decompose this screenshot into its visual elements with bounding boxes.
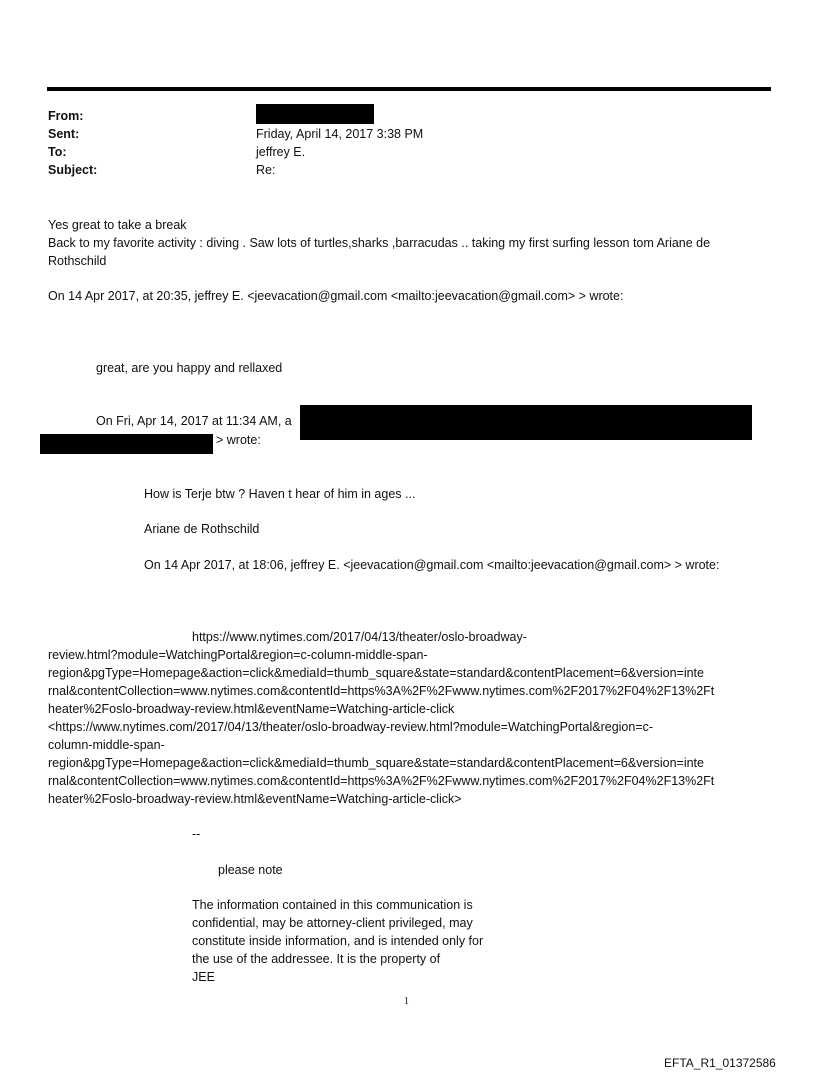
sent-label: Sent:: [48, 127, 80, 141]
header-rule: [47, 87, 771, 91]
subject-value: Re:: [256, 163, 276, 177]
url-link-first-line[interactable]: https://www.nytimes.com/2017/04/13/theater/oslo-broadway-: [192, 630, 527, 644]
url-link-body[interactable]: review.html?module=WatchingPortal&region=c-column-middle-span- region&pgType=Homepage&action=click&mediaId=thumb_square&state=standard&contentPlacement=6&version=inte rnal&contentCollection=www.nytimes.com&contentId=https%3A%2F%2Fwww.nytimes.com%2F2017%2F04%2F13%2Ft heater%2Foslo-broadway-review.html&eventName=Watching-article-click <https://www.nytimes.com/2017/04/13/theater/oslo-broadway-review.html?module=WatchingPortal&region=c- column-middle-span- region&pgType=Homepage&action=click&mediaId=thumb_square&state=standard&contentPlacement=6&version=inte rnal&contentCollection=www.nytimes.com&contentId=https%3A%2F%2Fwww.nytimes.com%2F2017%2F04%2F13%2Ft heater%2Foslo-broadway-review.html&eventName=Watching-article-click>: [48, 648, 715, 806]
page-number: 1: [404, 996, 409, 1007]
quote3-header: On 14 Apr 2017, at 18:06, jeffrey E. <jeevacation@gmail.com <mailto:jeevacation@gmail.com> > wrote:: [144, 558, 720, 572]
sent-value: Friday, April 14, 2017 3:38 PM: [256, 127, 424, 141]
subject-label: Subject:: [48, 163, 98, 177]
redacted-sender: [256, 104, 374, 124]
document-id: EFTA_R1_01372586: [664, 1056, 776, 1070]
redacted-name-1: [300, 405, 752, 440]
signature-dashes: --: [192, 827, 201, 841]
from-label: From:: [48, 109, 84, 123]
quote2-line-1: How is Terje btw ? Haven t hear of him in ages ...: [144, 487, 416, 501]
body-line-2: Back to my favorite activity : diving . Saw lots of turtles,sharks ,barracudas .. taking my first surfing lesson tom Ariane de: [48, 236, 711, 250]
body-line-1: Yes great to take a break: [48, 218, 187, 232]
quote1-header: On 14 Apr 2017, at 20:35, jeffrey E. <jeevacation@gmail.com <mailto:jeevacation@gmail.com> > wrote:: [48, 289, 624, 303]
to-label: To:: [48, 145, 67, 159]
redacted-name-2: [40, 434, 213, 454]
quote2-header-start: On Fri, Apr 14, 2017 at 11:34 AM, a: [96, 414, 292, 428]
please-note: please note: [218, 863, 283, 877]
quote1-text: great, are you happy and rellaxed: [96, 361, 283, 375]
body-line-3: Rothschild: [48, 254, 107, 268]
quote2-signature: Ariane de Rothschild: [144, 522, 260, 536]
quote2-header-end: > wrote:: [216, 433, 261, 447]
disclaimer: The information contained in this communication is confidential, may be attorney-client privileged, may constitute inside information, and is intended only for the use of the addressee. It is the property of JEE: [192, 898, 484, 984]
to-value: jeffrey E.: [256, 145, 306, 159]
